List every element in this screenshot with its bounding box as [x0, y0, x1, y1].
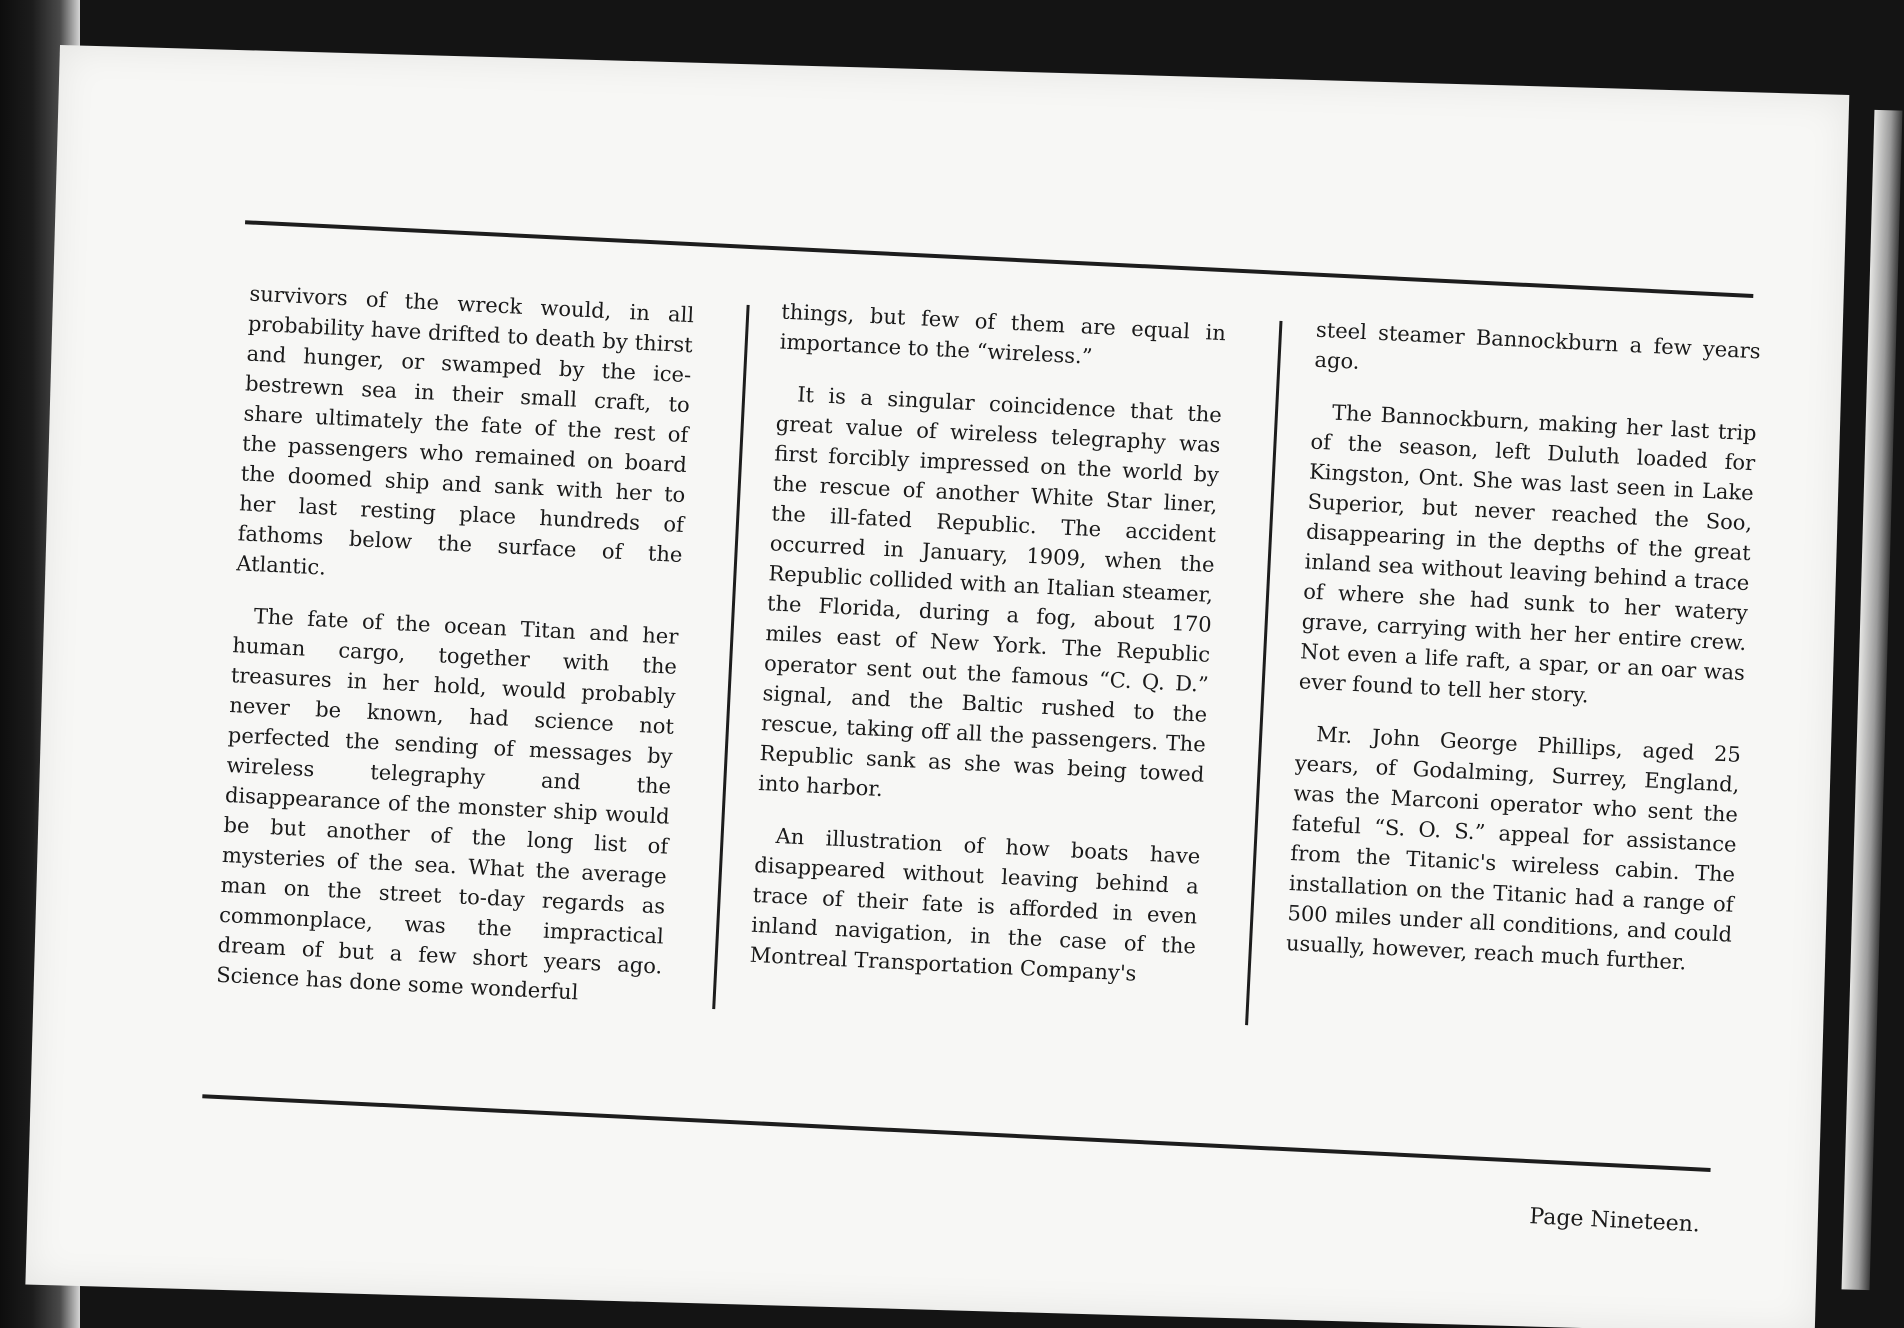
- paragraph: It is a singular coincidence that the great value of wireless telegraphy was first forcibly impressed on the world by the rescue of another White Star liner, the ill-fated Republic. The accident occurred in January, 1909, when the Republic collided with an Italian steamer, the Florida, during a fog, about 170 miles east of New York. The Republic operator sent out the famous “C. Q. D.” signal, and the Baltic rushed to the rescue, taking off all the passengers. The Republic sank as she was being towed into harbor.: [757, 382, 1223, 802]
- paragraph: The fate of the ocean Titan and her human cargo, together with the treasures in her hold, would probably never be known, had science not perfected the sending of messages by wireless telegraphy and the disappearance of the monster ship would be but another of the long list of mysteries of the sea. What the average man on the street to-day regards as commonplace, was the impractical dream of but a few short years ago. Science has done some wonderful: [215, 604, 679, 1005]
- paragraph: things, but few of them are equal in importance to the “wireless.”: [779, 299, 1227, 369]
- page-edge: [1842, 110, 1903, 1290]
- paragraph: survivors of the wreck would, in all probability have drifted to death by thirst and hunger, or swamped by the ice-bestrewn sea in their small craft, to share ultimately the fate of the rest of the passengers who remained on board the doomed ship and sank with her to her last resting place hundreds of fathoms below the surface of the Atlantic.: [235, 281, 695, 580]
- column-divider: [712, 305, 749, 1009]
- bottom-rule: [202, 1094, 1710, 1172]
- column-3: [1284, 315, 1761, 1002]
- top-rule: [245, 220, 1753, 298]
- page-number: Page Nineteen.: [1528, 1204, 1701, 1238]
- page-content: [201, 220, 1763, 1238]
- paragraph: The Bannockburn, making her last trip of the season, left Duluth loaded for Kingston, Ont. She was last seen in Lake Superior, but never reached the Soo, disappearing in the depths of the great inland sea without leaving behind a trace of where she had sunk to her watery grave, carrying with her her entire crew. Not even a life raft, a spar, or an oar was ever found to tell her story.: [1298, 400, 1758, 708]
- paragraph: steel steamer Bannockburn a few years ago.: [1314, 317, 1762, 374]
- page-sheet: [25, 45, 1849, 1328]
- column-divider: [1245, 321, 1282, 1025]
- column-1: [214, 279, 694, 1034]
- paragraph: An illustration of how boats have disappeared without leaving behind a trace of their fate is afforded in even inland navigation, in the case of the Montreal Transportation Company's: [749, 823, 1201, 986]
- column-2: [748, 297, 1226, 1014]
- paragraph: Mr. John George Phillips, aged 25 years, of Godalming, Surrey, England, was the Marconi operator who sent the fateful “S. O. S.” appeal for assistance from the Titanic's wireless cabin. The installation on the Titanic had a range of 500 miles under all conditions, and could usually, however, reach much further.: [1285, 722, 1742, 975]
